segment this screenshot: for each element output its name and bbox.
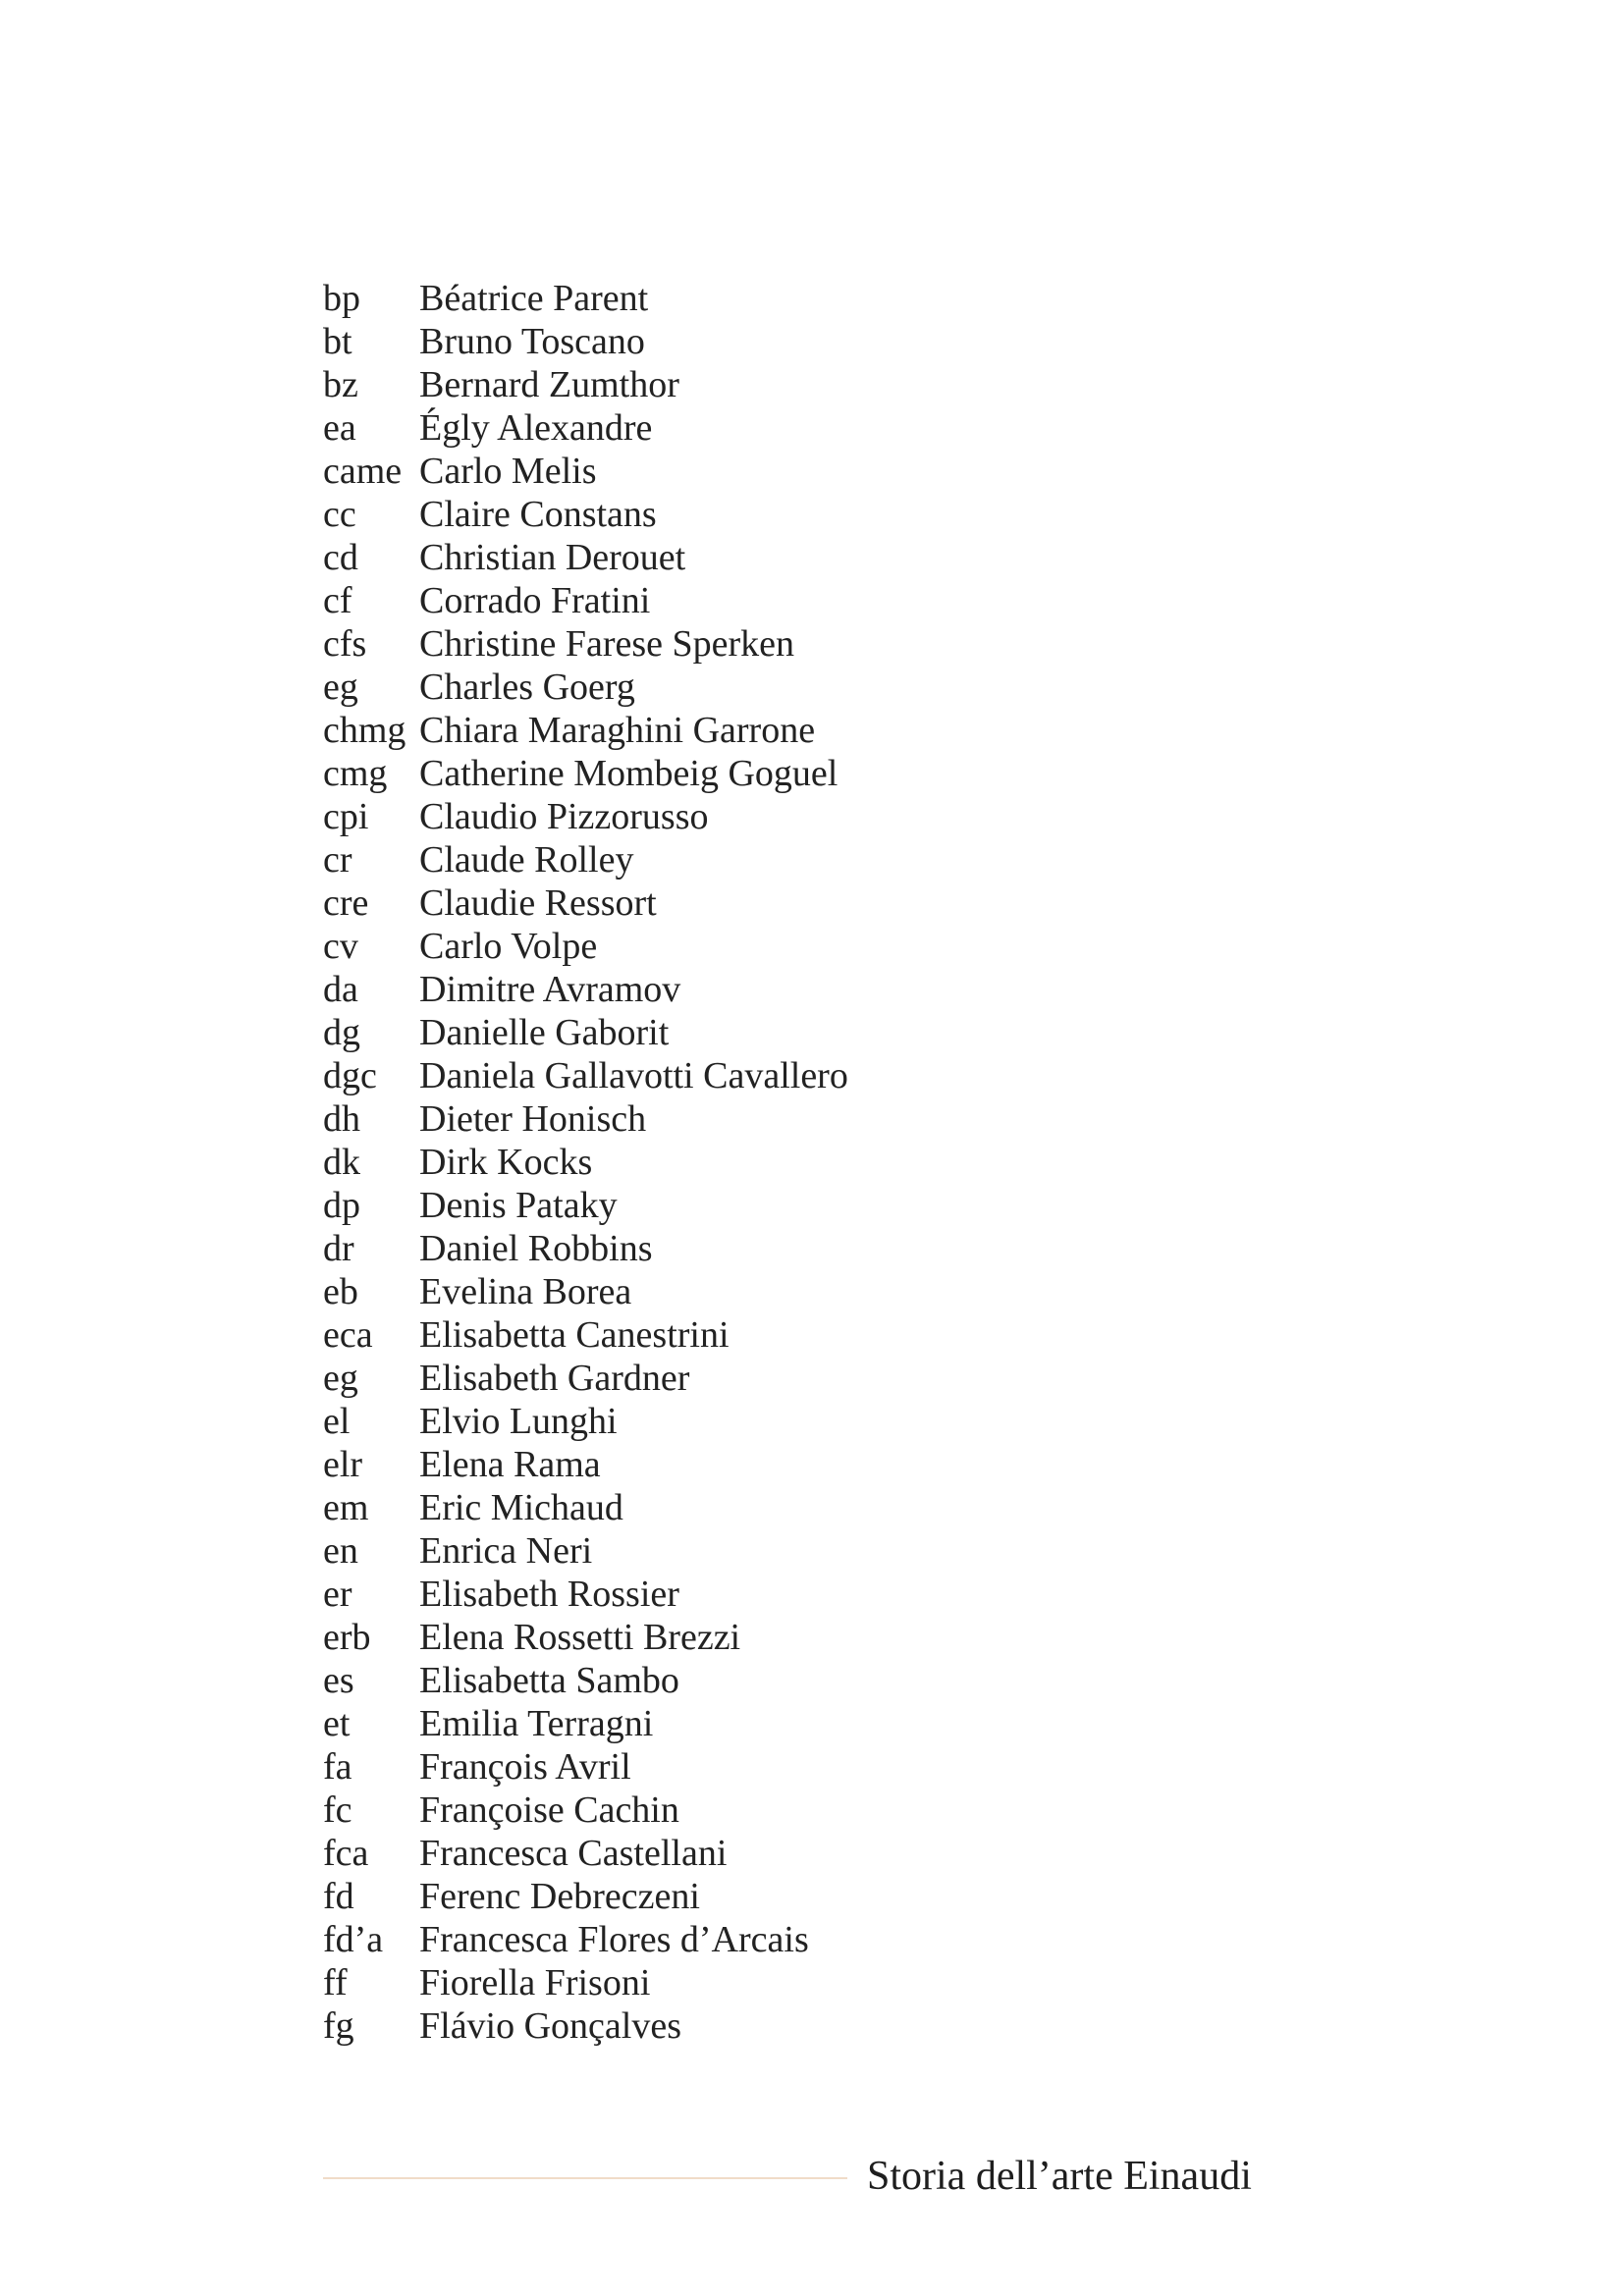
contributor-name: Bernard Zumthor (419, 364, 679, 405)
contributor-abbreviation: fd’a (323, 1919, 384, 1960)
contributor-name: Evelina Borea (419, 1271, 632, 1312)
contributor-abbreviation: cpi (323, 796, 369, 837)
contributor-name: Carlo Melis (419, 451, 597, 492)
contributor-name: Christine Farese Sperken (419, 623, 795, 665)
contributor-name: Béatrice Parent (419, 278, 649, 319)
contributor-abbreviation: fca (323, 1833, 369, 1874)
contributor-name: Elena Rossetti Brezzi (419, 1617, 741, 1658)
contributor-abbreviation: eg (323, 667, 358, 708)
contributor-abbreviation: dgc (323, 1055, 377, 1096)
contributor-abbreviation: cd (323, 537, 358, 578)
contributor-name: Eric Michaud (419, 1487, 623, 1528)
contributor-name: Dirk Kocks (419, 1142, 593, 1183)
contributor-name: Fiorella Frisoni (419, 1962, 651, 2003)
contributor-abbreviation: came (323, 451, 403, 492)
contributor-name: Carlo Volpe (419, 926, 598, 967)
contributor-name: Elisabeth Gardner (419, 1358, 690, 1399)
contributor-name: Francesca Castellani (419, 1833, 728, 1874)
contributor-name: Égly Alexandre (419, 407, 653, 449)
contributor-name: Danielle Gaborit (419, 1012, 670, 1053)
contributor-abbreviation: dr (323, 1228, 354, 1269)
contributor-abbreviation: cfs (323, 623, 367, 665)
contributor-abbreviation: ea (323, 407, 356, 449)
contributor-abbreviation: es (323, 1660, 354, 1701)
contributor-name: Dimitre Avramov (419, 969, 681, 1010)
contributor-abbreviation: dh (323, 1098, 360, 1140)
contributor-abbreviation: bt (323, 321, 352, 362)
contributor-name: Flávio Gonçalves (419, 2005, 682, 2047)
contributor-abbreviation: el (323, 1401, 351, 1442)
contributor-abbreviation: ff (323, 1962, 348, 2003)
contributor-abbreviation: en (323, 1530, 358, 1572)
contributor-name: Emilia Terragni (419, 1703, 654, 1744)
contributor-name: Dieter Honisch (419, 1098, 647, 1140)
contributor-name: Claudie Ressort (419, 882, 657, 924)
contributor-abbreviation: dk (323, 1142, 360, 1183)
contributor-abbreviation: eb (323, 1271, 358, 1312)
contributor-abbreviation: cc (323, 494, 356, 535)
contributor-abbreviation: fd (323, 1876, 354, 1917)
contributor-name: Christian Derouet (419, 537, 686, 578)
contributor-abbreviation: bz (323, 364, 358, 405)
contributor-name: Elena Rama (419, 1444, 601, 1485)
contributor-name: Catherine Mombeig Goguel (419, 753, 839, 794)
contributor-abbreviation: cf (323, 580, 352, 621)
contributor-name: Françoise Cachin (419, 1789, 679, 1831)
contributor-name: Claude Rolley (419, 839, 634, 881)
contributor-name: Charles Goerg (419, 667, 635, 708)
contributor-abbreviation: elr (323, 1444, 363, 1485)
contributor-name: Daniel Robbins (419, 1228, 653, 1269)
footer-divider (323, 2177, 847, 2179)
footer-series-title: Storia dell’arte Einaudi (867, 2154, 1252, 2199)
contributor-abbreviation: cmg (323, 753, 388, 794)
contributor-name: Daniela Gallavotti Cavallero (419, 1055, 848, 1096)
contributor-abbreviation: dp (323, 1185, 360, 1226)
contributor-abbreviation: dg (323, 1012, 360, 1053)
contributor-abbreviation: et (323, 1703, 351, 1744)
contributor-abbreviation: fc (323, 1789, 352, 1831)
contributor-name: Elisabetta Sambo (419, 1660, 679, 1701)
contributor-abbreviation: fa (323, 1746, 352, 1788)
contributor-name: Bruno Toscano (419, 321, 645, 362)
contributor-abbreviation: cr (323, 839, 352, 881)
contributor-name: Elisabetta Canestrini (419, 1314, 730, 1356)
contributor-name: Ferenc Debreczeni (419, 1876, 700, 1917)
contributor-abbreviation: bp (323, 278, 360, 319)
contributor-name: Denis Pataky (419, 1185, 618, 1226)
contributor-abbreviation: em (323, 1487, 369, 1528)
contributor-name: Claire Constans (419, 494, 657, 535)
contributor-abbreviation: cre (323, 882, 369, 924)
contributor-abbreviation: chmg (323, 710, 406, 751)
contributor-name: Elisabeth Rossier (419, 1574, 679, 1615)
contributor-name: Elvio Lunghi (419, 1401, 618, 1442)
contributor-name: Francesca Flores d’Arcais (419, 1919, 809, 1960)
contributor-name: Enrica Neri (419, 1530, 593, 1572)
contributor-abbreviation: cv (323, 926, 358, 967)
contributor-name: François Avril (419, 1746, 631, 1788)
contributor-abbreviation: eg (323, 1358, 358, 1399)
contributor-abbreviation: erb (323, 1617, 371, 1658)
contributor-name: Claudio Pizzorusso (419, 796, 709, 837)
contributor-abbreviation: fg (323, 2005, 354, 2047)
contributor-abbreviation: da (323, 969, 358, 1010)
contributor-abbreviation: eca (323, 1314, 373, 1356)
contributor-abbreviation: er (323, 1574, 352, 1615)
contributor-name: Corrado Fratini (419, 580, 651, 621)
contributor-name: Chiara Maraghini Garrone (419, 710, 816, 751)
